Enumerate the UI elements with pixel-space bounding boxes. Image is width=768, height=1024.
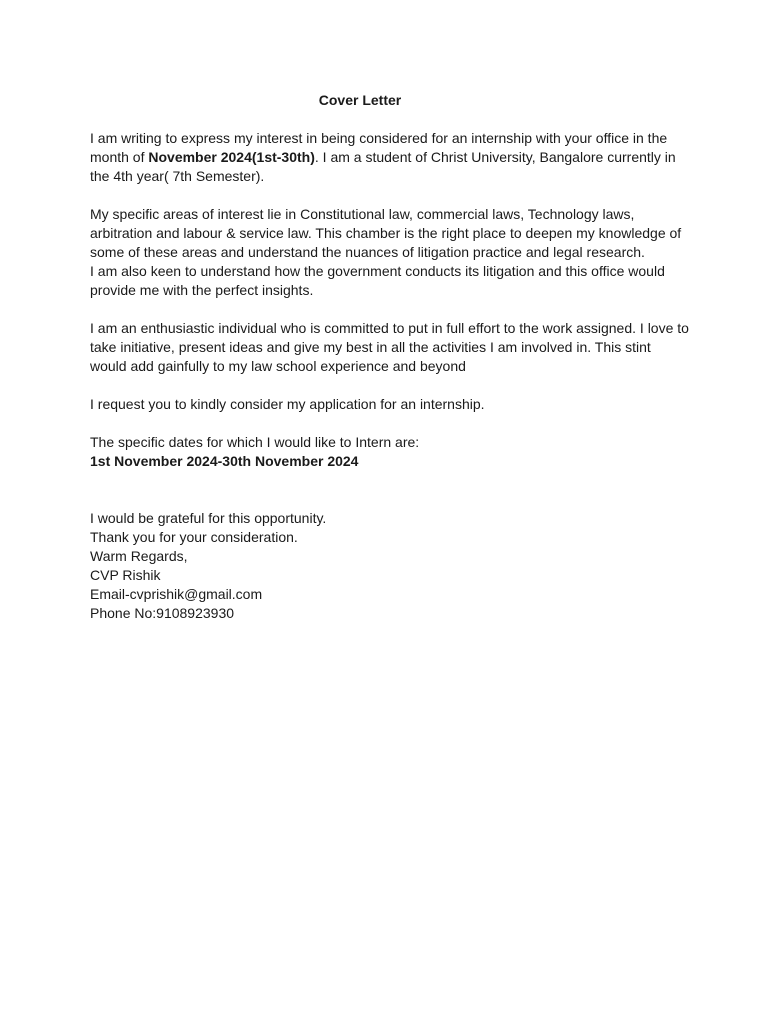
dates-value-text: 1st November 2024-30th November 2024 <box>90 453 359 469</box>
intro-paragraph <box>90 129 690 186</box>
intro-text-end: . I am a student of Christ University, Bangalore currently in the 4th year( 7th Semester). <box>90 149 676 184</box>
internship-month: November 2024(1st-30th) <box>148 149 315 165</box>
dates-value <box>90 452 690 471</box>
interest-paragraph: My specific areas of interest lie in Constitutional law, commercial laws, Technology laws, arbitration and labour & service law. This chamber is the right place to deepen my knowledge of some of these areas and understand the nuances of litigation practice and legal research. <box>90 206 682 260</box>
closing-grateful: I would be grateful for this opportunity. <box>90 510 327 526</box>
request-paragraph: I request you to kindly consider my application for an internship. <box>90 396 485 412</box>
intro-text-start: I am writing to express my interest in being considered for an internship with your office in the month of <box>90 130 668 165</box>
government-paragraph: I am also keen to understand how the government conducts its litigation and this office would provide me with the perfect insights. <box>90 263 665 298</box>
dates-intro: The specific dates for which I would like to Intern are: <box>90 434 420 450</box>
letter-page <box>90 91 690 623</box>
enthusiasm-paragraph: I am an enthusiastic individual who is committed to put in full effort to the work assigned. I love to take initiative, present ideas and give my best in all the activities I am involved in. This stint would add gainfully to my law school experience and beyond <box>90 320 689 374</box>
signature-email: Email-cvprishik@gmail.com <box>90 586 263 602</box>
closing-regards: Warm Regards, <box>90 548 188 564</box>
closing-thanks: Thank you for your consideration. <box>90 529 298 545</box>
letter-title: Cover Letter <box>318 92 402 108</box>
signature-name: CVP Rishik <box>90 567 161 583</box>
signature-phone: Phone No:9108923930 <box>90 605 235 621</box>
